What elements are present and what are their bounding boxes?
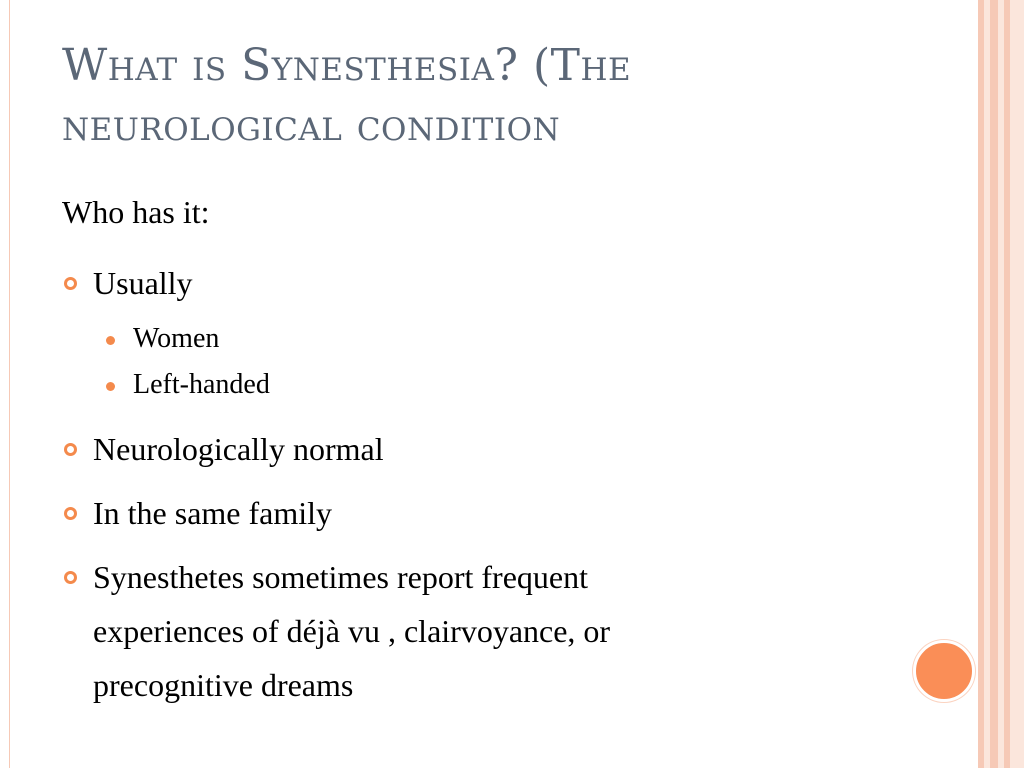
bullet-item [62,486,922,540]
ring-bullet-icon [64,443,77,456]
slide-title [62,36,942,156]
ring-bullet-icon [64,507,77,520]
ring-bullet-icon [64,571,77,584]
bullet-label: Usually [93,265,193,301]
decorative-circle [913,640,975,702]
sub-bullet-label: Left-handed [133,369,270,400]
sub-bullet-label: Women [133,323,220,354]
intro-text: Who has it: [62,194,210,230]
ring-bullet-icon [64,277,77,290]
bullet-label-line-1: Synesthetes sometimes report frequent [93,559,588,595]
sub-bullet-list [62,316,922,408]
dot-bullet-icon [106,382,115,391]
left-border-line [9,0,10,768]
bullet-label: Neurologically normal [93,431,384,467]
dot-bullet-icon [106,336,115,345]
bullet-item [62,422,922,476]
sub-bullet-item [62,362,922,408]
bullet-item [62,256,922,310]
sub-bullet-item [62,316,922,362]
bullet-label-line-2: experiences of déjà vu , clairvoyance, or [93,613,611,649]
title-line-1: What is Synesthesia? (The [62,40,632,91]
right-border-stripe [1010,0,1024,768]
bullet-label: In the same family [93,495,333,531]
title-line-2: neurological condition [62,100,561,151]
bullet-label-line-3: precognitive dreams [93,667,354,703]
slide-body [62,190,922,712]
right-border-stripe [990,0,998,768]
bullet-item [62,550,922,712]
